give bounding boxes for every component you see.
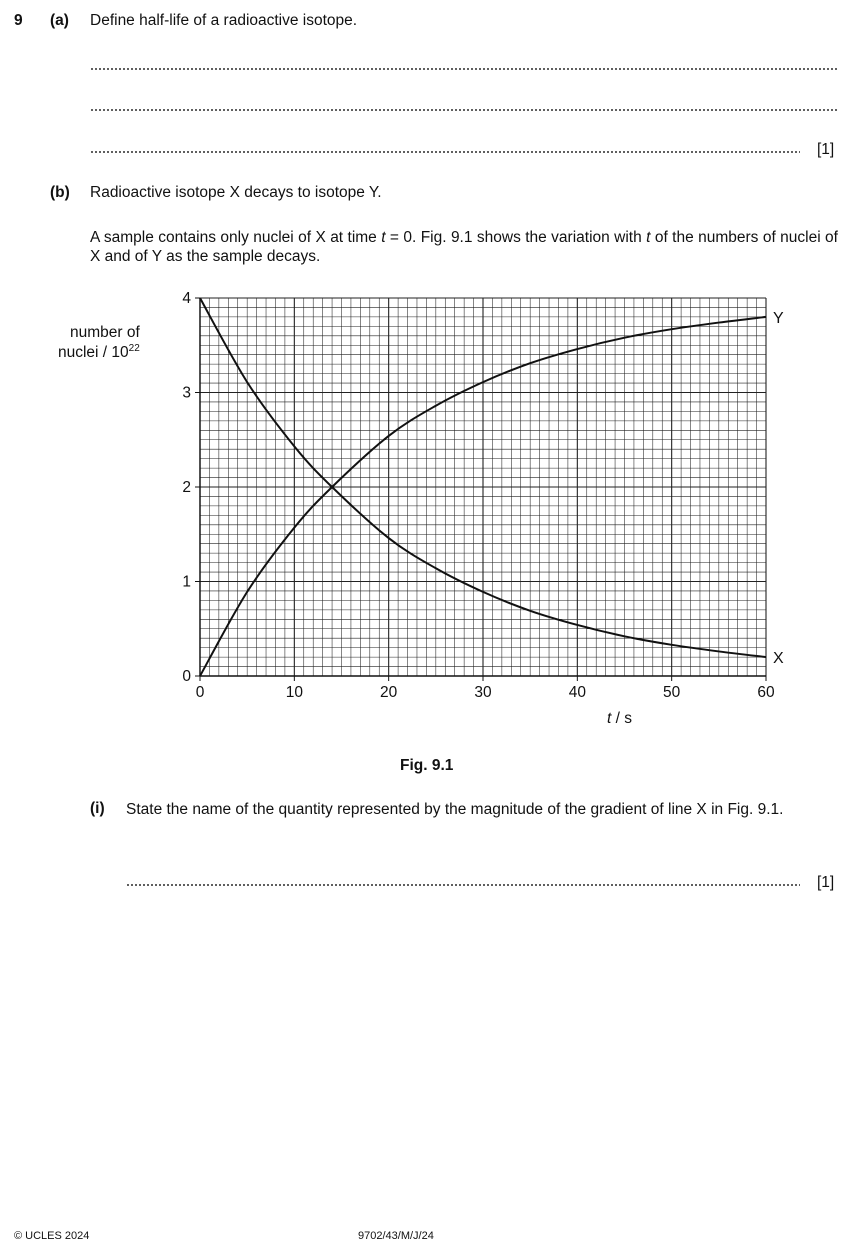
x-tick-label: 0 — [195, 684, 205, 701]
part-b-description: A sample contains only nuclei of X at time t = 0. Fig. 9.1 shows the variation with t of the numbers of nuclei of X and of Y as the sample decays. — [90, 229, 838, 265]
part-a-label: (a) — [50, 12, 69, 29]
x-tick-label: 50 — [663, 684, 681, 701]
y-tick-label: 4 — [182, 290, 191, 307]
part-b-label: (b) — [50, 184, 70, 201]
x-tick-label: 30 — [474, 684, 492, 701]
chart-axes — [195, 298, 766, 681]
part-b-intro: Radioactive isotope X decays to isotope Y. — [90, 184, 382, 201]
footer-code: 9702/43/M/J/24 — [358, 1230, 434, 1242]
x-tick-label: 40 — [568, 684, 586, 701]
sub-i-label: (i) — [90, 800, 105, 817]
answer-line-i[interactable] — [126, 884, 800, 886]
part-a-prompt: Define half-life of a radioactive isotope. — [90, 12, 358, 29]
series-label-x: X — [773, 650, 784, 668]
footer-copyright: © UCLES 2024 — [14, 1230, 90, 1242]
y-axis-label-line1: number of — [70, 324, 140, 341]
x-tick-label: 10 — [285, 684, 303, 701]
y-tick-label: 3 — [182, 384, 191, 402]
x-axis-label: t / s — [607, 710, 632, 727]
figure-caption: Fig. 9.1 — [400, 757, 454, 774]
series-label-y: Y — [773, 309, 784, 327]
sub-i-prompt: State the name of the quantity represented by the magnitude of the gradient of line X in Fig. 9.1. — [126, 801, 784, 818]
chart-grid — [200, 298, 766, 676]
x-tick-label: 60 — [757, 684, 775, 701]
question-number: 9 — [14, 12, 23, 29]
y-tick-label: 2 — [182, 479, 191, 496]
y-tick-label: 1 — [182, 573, 191, 591]
x-tick-label: 20 — [380, 684, 398, 701]
y-axis-label-line2: nuclei / $10^{22}$ — [58, 343, 140, 362]
sub-i-marks: [1] — [817, 874, 835, 891]
part-a-marks: [1] — [817, 141, 835, 158]
y-tick-label: 0 — [182, 668, 191, 685]
